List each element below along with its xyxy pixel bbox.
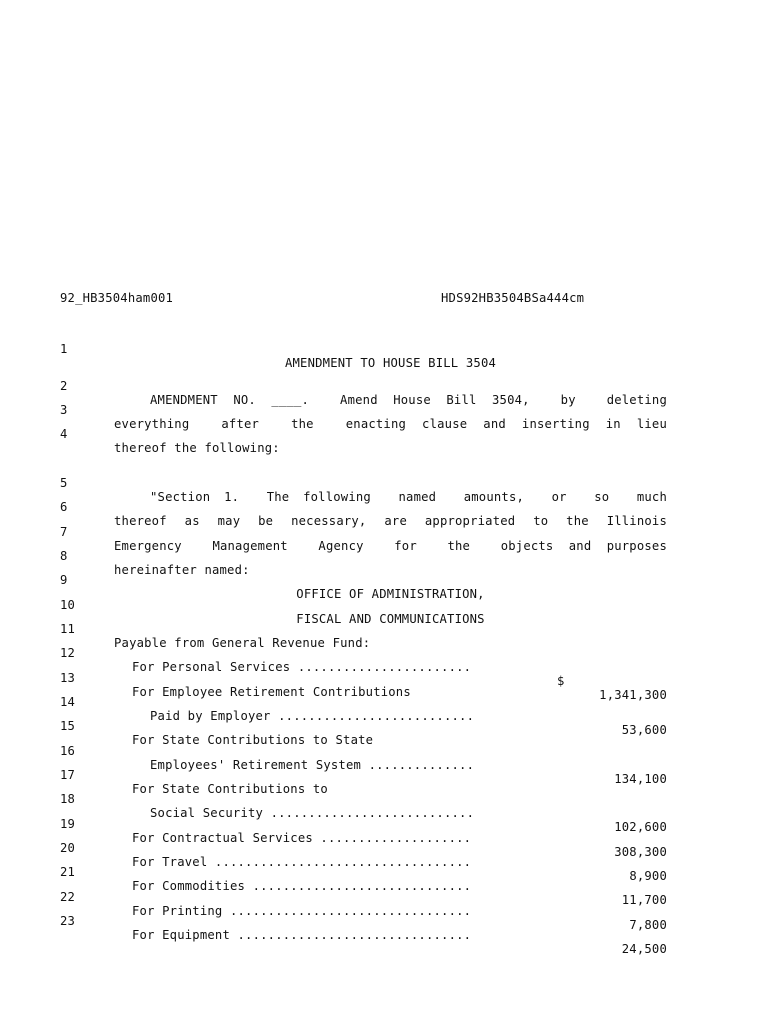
- line-number: 2: [60, 379, 68, 393]
- body-text: everything after the enacting clause and inserting in lieu: [114, 417, 667, 431]
- line-number: 5: [60, 476, 68, 490]
- appropriation-amount: 102,600: [614, 820, 667, 834]
- line-number: 22: [60, 890, 76, 904]
- line-number: 11: [60, 622, 76, 636]
- dollar-sign: $: [557, 674, 565, 688]
- line-number: 7: [60, 525, 68, 539]
- appropriation-item: For Equipment ...............................: [132, 928, 472, 942]
- line-number: 6: [60, 500, 68, 514]
- line-6: [0, 486, 770, 528]
- appropriation-amount: 8,900: [629, 869, 667, 883]
- body-text: thereof the following:: [114, 441, 280, 455]
- appropriation-amount: 24,500: [621, 942, 667, 956]
- line-9: [0, 559, 770, 601]
- line-number: 18: [60, 792, 76, 806]
- amendment-title: AMENDMENT TO HOUSE BILL 3504: [284, 356, 497, 370]
- appropriation-item: For Printing ................................: [132, 904, 472, 918]
- appropriation-item: Paid by Employer ..........................: [150, 709, 475, 723]
- body-text: hereinafter named:: [114, 563, 250, 577]
- line-number: 13: [60, 671, 76, 685]
- line-number: 9: [60, 573, 68, 587]
- line-number: 17: [60, 768, 76, 782]
- bill-code-left: 92_HB3504ham001: [60, 291, 174, 305]
- section-heading: OFFICE OF ADMINISTRATION,: [296, 587, 485, 601]
- section-heading: FISCAL AND COMMUNICATIONS: [296, 612, 485, 626]
- line-1: [0, 328, 770, 370]
- appropriation-amount: 1,341,300: [599, 688, 667, 702]
- fund-heading: Payable from General Revenue Fund:: [114, 636, 371, 650]
- body-text: AMENDMENT NO. ____. Amend House Bill 3504, by deleting: [150, 393, 667, 407]
- appropriation-item: For Employee Retirement Contributions: [132, 685, 411, 699]
- line-8: [0, 535, 770, 577]
- line-number: 19: [60, 817, 76, 831]
- line-number: 1: [60, 342, 68, 356]
- line-number: 8: [60, 549, 68, 563]
- line-10: [0, 584, 770, 626]
- body-text: "Section 1. The following named amounts, or so much: [150, 490, 667, 504]
- appropriation-item: For State Contributions to: [132, 782, 328, 796]
- line-number: 21: [60, 865, 76, 879]
- appropriation-item: For Personal Services .......................: [132, 660, 472, 674]
- appropriation-amount: 11,700: [621, 893, 667, 907]
- body-text: thereof as may be necessary, are appropriated to the Illinois: [114, 514, 667, 528]
- appropriation-item: For Commodities .............................: [132, 879, 472, 893]
- line-7: [0, 511, 770, 553]
- appropriation-item: For Contractual Services ....................: [132, 831, 472, 845]
- bill-code-right: HDS92HB3504BSa444cm: [441, 291, 585, 305]
- appropriation-item: Employees' Retirement System ..............: [150, 758, 475, 772]
- appropriation-amount: 308,300: [614, 845, 667, 859]
- line-number: 4: [60, 427, 68, 441]
- line-number: 20: [60, 841, 76, 855]
- line-11: [0, 608, 770, 650]
- appropriation-amount: 53,600: [621, 723, 667, 737]
- appropriation-item: Social Security ...........................: [150, 806, 475, 820]
- line-number: 3: [60, 403, 68, 417]
- line-number: 23: [60, 914, 76, 928]
- line-number: 14: [60, 695, 76, 709]
- line-2: [0, 365, 770, 407]
- line-number: 15: [60, 719, 76, 733]
- body-text: Emergency Management Agency for the objects and purposes: [114, 539, 667, 553]
- line-3: [0, 389, 770, 431]
- appropriation-amount: 134,100: [614, 772, 667, 786]
- line-4: [0, 413, 770, 455]
- appropriation-amount: 7,800: [629, 918, 667, 932]
- appropriation-item: For Travel ..................................: [132, 855, 472, 869]
- line-number: 12: [60, 646, 76, 660]
- line-number: 16: [60, 744, 76, 758]
- appropriation-item: For State Contributions to State: [132, 733, 374, 747]
- line-number: 10: [60, 598, 76, 612]
- line-5: [0, 462, 770, 504]
